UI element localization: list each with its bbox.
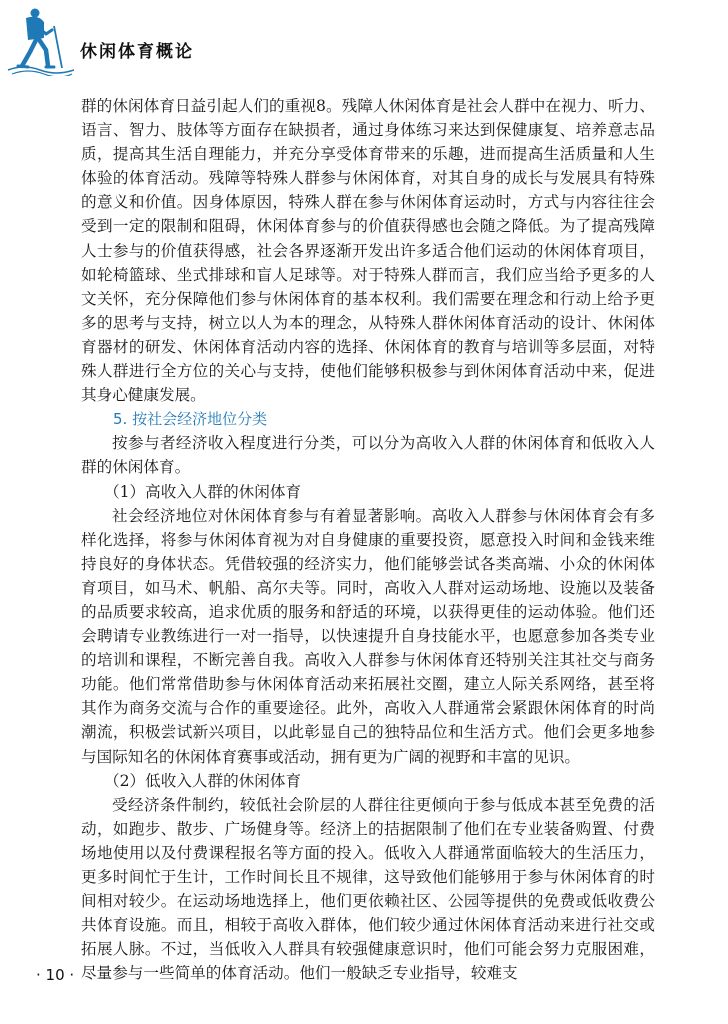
paragraph: 受经济条件制约，较低社会阶层的人群往往更倾向于参与低成本甚至免费的活动，如跑步、散步、广场健身等。经济上的拮据限制了他们在专业装备购置、付费场地使用以及付费课程报名等方面的投入。低收入人群通常面临较大的生活压力，更多时间忙于生计，工作时间长且不规律，这导致他们能够用于参与休闲体育的时间相对较少。在运动场地选择上，他们更依赖社区、公园等提供的免费或低收费公共体育设施。而且，相较于高收入群体，他们较少通过休闲体育活动来进行社交或拓展人脉。不过，当低收入人群具有较强健康意识时，他们可能会努力克服困难，尽量参与一些简单的体育活动。他们一般缺乏专业指导，较难支 bbox=[81, 795, 655, 983]
hiker-icon bbox=[4, 4, 76, 76]
page-body bbox=[81, 94, 655, 985]
paragraph: 按参与者经济收入程度进行分类，可以分为高收入人群的休闲体育和低收入人群的休闲体育。 bbox=[81, 434, 655, 477]
page-header bbox=[0, 0, 728, 80]
book-title: 休闲体育概论 bbox=[80, 42, 194, 62]
subsection-heading: （2）低收入人群的休闲体育 bbox=[104, 771, 302, 790]
paragraph: 社会经济地位对休闲体育参与有着显著影响。高收入人群参与休闲体育会有多样化选择，将参与休闲体育视为对自身健康的重要投资，愿意投入时间和金钱来维持良好的身体状态。凭借较强的经济实力，他们能够尝试各类高端、小众的休闲体育项目，如马术、帆船、高尔夫等。同时，高收入人群对运动场地、设施以及装备的品质要求较高，追求优质的服务和舒适的环境，以获得更佳的运动体验。他们还会聘请专业教练进行一对一指导，以快速提升自身技能水平，也愿意参加各类专业的培训和课程，不断完善自我。高收入人群参与休闲体育还特别关注其社交与商务功能。他们常常借助参与休闲体育活动来拓展社交圈，建立人际关系网络，甚至将其作为商务交流与合作的重要途径。此外，高收入人群通常会紧跟休闲体育的时尚潮流，积极尝试新兴项目，以此彰显自己的独特品位和生活方式。他们会更多地参与国际知名的休闲体育赛事或活动，拥有更为广阔的视野和丰富的见识。 bbox=[81, 506, 655, 766]
section-heading: 5. 按社会经济地位分类 bbox=[113, 410, 268, 429]
paragraph: 群的休闲体育日益引起人们的重视8。残障人休闲体育是社会人群中在视力、听力、语言、智力、肢体等方面存在缺损者，通过身体练习来达到保健康复、培养意志品质，提高其生活自理能力，并充分享受体育带来的乐趣，进而提高生活质量和人生体验的体育活动。残障等特殊人群参与休闲体育，对其自身的成长与发展具有特殊的意义和价值。因身体原因，特殊人群在参与休闲体育运动时，方式与内容往往会受到一定的限制和阻碍，休闲体育参与的价值获得感也会随之降低。为了提高残障人士参与的价值获得感，社会各界逐渐开发出许多适合他们运动的休闲体育项目，如轮椅篮球、坐式排球和盲人足球等。对于特殊人群而言，我们应当给予更多的人文关怀，充分保障他们参与休闲体育的基本权利。我们需要在理念和行动上给予更多的思考与支持，树立以人为本的理念，从特殊人群休闲体育活动的设计、休闲体育器材的研发、休闲体育活动内容的选择、休闲体育的教育与培训等多层面，对特殊人群进行全方位的关心与支持，使他们能够积极参与到休闲体育活动中来，促进其身心健康发展。 bbox=[81, 97, 655, 405]
subsection-heading: （1）高收入人群的休闲体育 bbox=[104, 482, 302, 501]
page-number: · 10 · bbox=[36, 966, 75, 984]
